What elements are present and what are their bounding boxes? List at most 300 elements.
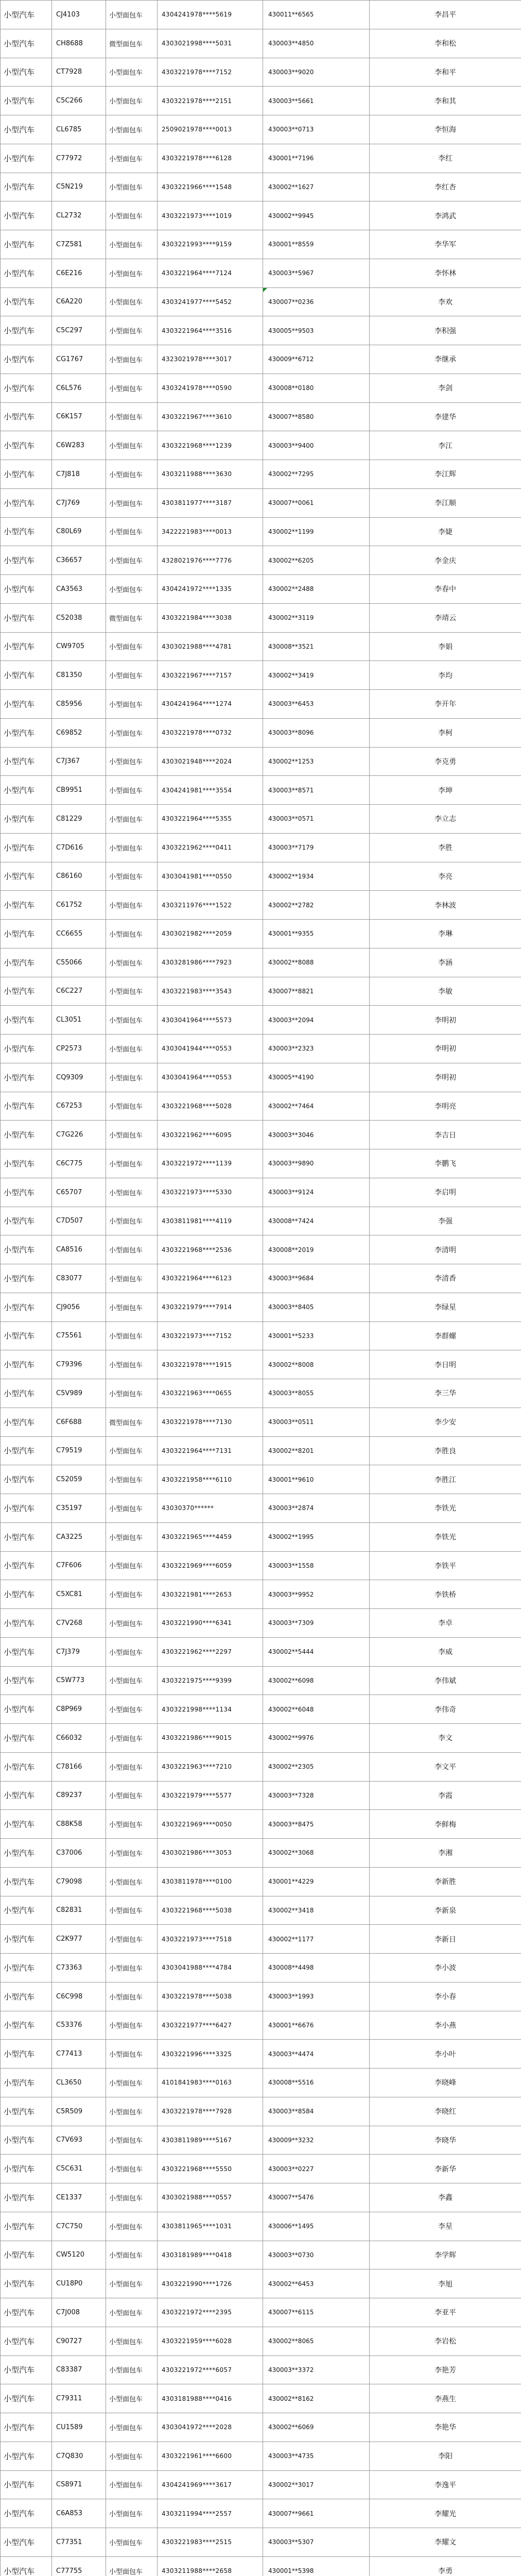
cell-vehicle-type[interactable]: 小型汽车: [1, 316, 52, 345]
cell-plate-number[interactable]: CU18P0: [52, 2269, 106, 2298]
cell-owner-name[interactable]: 李晓华: [370, 2126, 521, 2155]
cell-postcode[interactable]: 430003**7179: [263, 833, 370, 862]
cell-id-number[interactable]: 4303811978****0100: [158, 1867, 263, 1896]
cell-vehicle-type[interactable]: 小型汽车: [1, 1896, 52, 1925]
cell-plate-number[interactable]: C79519: [52, 1436, 106, 1465]
cell-plate-number[interactable]: C7G226: [52, 1121, 106, 1149]
cell-postcode[interactable]: 430003**8055: [263, 1379, 370, 1408]
cell-plate-number[interactable]: C66032: [52, 1724, 106, 1753]
cell-vehicle-model[interactable]: 小型面包车: [106, 920, 158, 948]
cell-plate-number[interactable]: C82831: [52, 1896, 106, 1925]
cell-plate-number[interactable]: C5R509: [52, 2097, 106, 2126]
cell-id-number[interactable]: 4304241972****1335: [158, 575, 263, 604]
cell-plate-number[interactable]: CL3650: [52, 2069, 106, 2097]
cell-plate-number[interactable]: C6F688: [52, 1408, 106, 1436]
cell-plate-number[interactable]: C81229: [52, 805, 106, 834]
cell-postcode[interactable]: 430002**1627: [263, 173, 370, 201]
cell-id-number[interactable]: 4303221973****7152: [158, 1321, 263, 1350]
cell-id-number[interactable]: 4303811981****4119: [158, 1207, 263, 1235]
cell-owner-name[interactable]: 李柯: [370, 718, 521, 747]
cell-vehicle-type[interactable]: 小型汽车: [1, 488, 52, 517]
cell-owner-name[interactable]: 李三华: [370, 1379, 521, 1408]
cell-vehicle-model[interactable]: 小型面包车: [106, 2384, 158, 2413]
cell-vehicle-type[interactable]: 小型汽车: [1, 460, 52, 489]
cell-vehicle-type[interactable]: 小型汽车: [1, 1235, 52, 1264]
cell-vehicle-model[interactable]: 小型面包车: [106, 1006, 158, 1035]
cell-vehicle-type[interactable]: 小型汽车: [1, 2499, 52, 2528]
cell-id-number[interactable]: 4303221972****6057: [158, 2355, 263, 2384]
cell-vehicle-model[interactable]: 小型面包车: [106, 2183, 158, 2212]
cell-vehicle-model[interactable]: 微型面包车: [106, 1408, 158, 1436]
cell-postcode[interactable]: 430008**7424: [263, 1207, 370, 1235]
cell-vehicle-model[interactable]: 小型面包车: [106, 1724, 158, 1753]
cell-id-number[interactable]: 4303221966****1548: [158, 173, 263, 201]
cell-vehicle-type[interactable]: 小型汽车: [1, 1264, 52, 1293]
cell-owner-name[interactable]: 李耀光: [370, 2499, 521, 2528]
cell-owner-name[interactable]: 李立志: [370, 805, 521, 834]
cell-vehicle-model[interactable]: 小型面包车: [106, 1609, 158, 1638]
cell-vehicle-model[interactable]: 小型面包车: [106, 1035, 158, 1063]
cell-id-number[interactable]: 4303021982****2059: [158, 920, 263, 948]
cell-plate-number[interactable]: C53376: [52, 2011, 106, 2040]
cell-vehicle-type[interactable]: 小型汽车: [1, 977, 52, 1006]
cell-id-number[interactable]: 4303221978****6128: [158, 144, 263, 173]
cell-id-number[interactable]: 4303211988****2658: [158, 2556, 263, 2576]
cell-owner-name[interactable]: 李旭: [370, 2269, 521, 2298]
cell-postcode[interactable]: 430008**5516: [263, 2069, 370, 2097]
cell-id-number[interactable]: 4303181989****0418: [158, 2241, 263, 2269]
cell-plate-number[interactable]: C6A220: [52, 287, 106, 316]
cell-id-number[interactable]: 4303221964****5355: [158, 805, 263, 834]
cell-vehicle-model[interactable]: 小型面包车: [106, 1264, 158, 1293]
cell-owner-name[interactable]: 李金庆: [370, 546, 521, 575]
cell-id-number[interactable]: 4303221983****2515: [158, 2528, 263, 2557]
cell-postcode[interactable]: 430001**6676: [263, 2011, 370, 2040]
cell-owner-name[interactable]: 李启明: [370, 1178, 521, 1207]
cell-owner-name[interactable]: 李卓: [370, 1609, 521, 1638]
cell-id-number[interactable]: 4303221964****7131: [158, 1436, 263, 1465]
cell-plate-number[interactable]: C5W773: [52, 1666, 106, 1695]
cell-plate-number[interactable]: CH8688: [52, 29, 106, 58]
cell-postcode[interactable]: 430003**1558: [263, 1551, 370, 1580]
cell-postcode[interactable]: 430002**1995: [263, 1522, 370, 1551]
cell-vehicle-model[interactable]: 小型面包车: [106, 2069, 158, 2097]
cell-vehicle-type[interactable]: 小型汽车: [1, 345, 52, 374]
cell-plate-number[interactable]: CL2732: [52, 201, 106, 230]
cell-vehicle-model[interactable]: 小型面包车: [106, 1379, 158, 1408]
cell-plate-number[interactable]: C69852: [52, 718, 106, 747]
cell-owner-name[interactable]: 李建华: [370, 402, 521, 431]
cell-plate-number[interactable]: C6K157: [52, 402, 106, 431]
cell-postcode[interactable]: 430003**9684: [263, 1264, 370, 1293]
cell-vehicle-type[interactable]: 小型汽车: [1, 1321, 52, 1350]
cell-owner-name[interactable]: 李阳: [370, 2442, 521, 2470]
cell-postcode[interactable]: 430003**0511: [263, 1408, 370, 1436]
cell-vehicle-type[interactable]: 小型汽车: [1, 632, 52, 661]
cell-id-number[interactable]: 3422221983****0013: [158, 517, 263, 546]
cell-vehicle-type[interactable]: 小型汽车: [1, 718, 52, 747]
cell-vehicle-type[interactable]: 小型汽车: [1, 1035, 52, 1063]
cell-vehicle-model[interactable]: 小型面包车: [106, 2212, 158, 2241]
cell-owner-name[interactable]: 李铁平: [370, 1551, 521, 1580]
cell-vehicle-type[interactable]: 小型汽车: [1, 1494, 52, 1523]
cell-owner-name[interactable]: 李继承: [370, 345, 521, 374]
cell-owner-name[interactable]: 李学辉: [370, 2241, 521, 2269]
cell-postcode[interactable]: 430006**1495: [263, 2212, 370, 2241]
cell-postcode[interactable]: 430002**2305: [263, 1752, 370, 1781]
cell-postcode[interactable]: 430007**0061: [263, 488, 370, 517]
cell-vehicle-type[interactable]: 小型汽车: [1, 1465, 52, 1494]
cell-postcode[interactable]: 430002**8008: [263, 1350, 370, 1379]
cell-plate-number[interactable]: C61752: [52, 891, 106, 920]
cell-owner-name[interactable]: 李燕生: [370, 2384, 521, 2413]
cell-id-number[interactable]: 4303221959****6028: [158, 2327, 263, 2355]
cell-vehicle-model[interactable]: 小型面包车: [106, 2470, 158, 2499]
cell-postcode[interactable]: 430008**3521: [263, 632, 370, 661]
cell-owner-name[interactable]: 李少安: [370, 1408, 521, 1436]
cell-postcode[interactable]: 430003**2094: [263, 1006, 370, 1035]
cell-owner-name[interactable]: 李红: [370, 144, 521, 173]
cell-owner-name[interactable]: 李婕: [370, 517, 521, 546]
cell-vehicle-model[interactable]: 小型面包车: [106, 1321, 158, 1350]
cell-id-number[interactable]: 4303221993****9159: [158, 230, 263, 259]
cell-postcode[interactable]: 430001**5398: [263, 2556, 370, 2576]
cell-plate-number[interactable]: C7V693: [52, 2126, 106, 2155]
cell-id-number[interactable]: 4323021978****3017: [158, 345, 263, 374]
cell-plate-number[interactable]: C52059: [52, 1465, 106, 1494]
cell-plate-number[interactable]: C67253: [52, 1092, 106, 1121]
cell-owner-name[interactable]: 李红杏: [370, 173, 521, 201]
cell-plate-number[interactable]: CB9951: [52, 776, 106, 805]
cell-postcode[interactable]: 430007**8580: [263, 402, 370, 431]
cell-vehicle-type[interactable]: 小型汽车: [1, 2556, 52, 2576]
cell-plate-number[interactable]: C7Q830: [52, 2442, 106, 2470]
cell-owner-name[interactable]: 李晓红: [370, 2097, 521, 2126]
cell-vehicle-type[interactable]: 小型汽车: [1, 144, 52, 173]
cell-vehicle-type[interactable]: 小型汽车: [1, 690, 52, 719]
cell-owner-name[interactable]: 李明初: [370, 1035, 521, 1063]
cell-plate-number[interactable]: C7J367: [52, 747, 106, 776]
cell-plate-number[interactable]: C2K977: [52, 1925, 106, 1954]
cell-owner-name[interactable]: 李群螺: [370, 1321, 521, 1350]
cell-plate-number[interactable]: C77755: [52, 2556, 106, 2576]
cell-id-number[interactable]: 4303221978****7928: [158, 2097, 263, 2126]
cell-plate-number[interactable]: CP2573: [52, 1035, 106, 1063]
cell-vehicle-type[interactable]: 小型汽车: [1, 1207, 52, 1235]
cell-vehicle-type[interactable]: 小型汽车: [1, 603, 52, 632]
cell-plate-number[interactable]: C7V268: [52, 1609, 106, 1638]
cell-plate-number[interactable]: CA8516: [52, 1235, 106, 1264]
cell-owner-name[interactable]: 李涵: [370, 948, 521, 977]
cell-vehicle-type[interactable]: 小型汽车: [1, 287, 52, 316]
cell-id-number[interactable]: 4303241978****0590: [158, 374, 263, 402]
cell-id-number[interactable]: 4303221986****9015: [158, 1724, 263, 1753]
cell-vehicle-type[interactable]: 小型汽车: [1, 2327, 52, 2355]
cell-postcode[interactable]: 430001**7196: [263, 144, 370, 173]
cell-postcode[interactable]: 430003**0227: [263, 2155, 370, 2183]
cell-vehicle-type[interactable]: 小型汽车: [1, 2241, 52, 2269]
cell-postcode[interactable]: 430003**1993: [263, 1982, 370, 2011]
cell-owner-name[interactable]: 李星: [370, 2212, 521, 2241]
cell-id-number[interactable]: 4304241981****3554: [158, 776, 263, 805]
cell-vehicle-type[interactable]: 小型汽车: [1, 1637, 52, 1666]
cell-postcode[interactable]: 430007**8821: [263, 977, 370, 1006]
cell-vehicle-model[interactable]: 小型面包车: [106, 1063, 158, 1092]
cell-owner-name[interactable]: 李坤: [370, 776, 521, 805]
cell-id-number[interactable]: 4303221981****2653: [158, 1580, 263, 1609]
cell-owner-name[interactable]: 李积强: [370, 316, 521, 345]
cell-vehicle-type[interactable]: 小型汽车: [1, 1609, 52, 1638]
cell-owner-name[interactable]: 李亮: [370, 862, 521, 891]
cell-vehicle-model[interactable]: 小型面包车: [106, 2126, 158, 2155]
cell-vehicle-type[interactable]: 小型汽车: [1, 2528, 52, 2557]
cell-id-number[interactable]: 4303021948****2024: [158, 747, 263, 776]
cell-vehicle-model[interactable]: 小型面包车: [106, 2155, 158, 2183]
cell-vehicle-model[interactable]: 小型面包车: [106, 431, 158, 460]
cell-owner-name[interactable]: 李艳华: [370, 2413, 521, 2442]
cell-vehicle-model[interactable]: 小型面包车: [106, 488, 158, 517]
cell-vehicle-type[interactable]: 小型汽车: [1, 1408, 52, 1436]
cell-id-number[interactable]: 4303221996****3325: [158, 2040, 263, 2069]
cell-vehicle-type[interactable]: 小型汽车: [1, 1695, 52, 1724]
cell-id-number[interactable]: 4303221973****1019: [158, 201, 263, 230]
cell-id-number[interactable]: 4303221975****9399: [158, 1666, 263, 1695]
cell-id-number[interactable]: 4303221968****5550: [158, 2155, 263, 2183]
cell-vehicle-model[interactable]: 小型面包车: [106, 402, 158, 431]
cell-id-number[interactable]: 43030370******: [158, 1494, 263, 1523]
cell-postcode[interactable]: 430002**7464: [263, 1092, 370, 1121]
cell-vehicle-model[interactable]: 小型面包车: [106, 2040, 158, 2069]
cell-vehicle-model[interactable]: 小型面包车: [106, 1494, 158, 1523]
cell-vehicle-model[interactable]: 小型面包车: [106, 345, 158, 374]
cell-postcode[interactable]: 430005**9503: [263, 316, 370, 345]
cell-plate-number[interactable]: C6L576: [52, 374, 106, 402]
cell-postcode[interactable]: 430008**0180: [263, 374, 370, 402]
cell-vehicle-type[interactable]: 小型汽车: [1, 1781, 52, 1810]
cell-vehicle-type[interactable]: 小型汽车: [1, 862, 52, 891]
cell-id-number[interactable]: 4303221978****1915: [158, 1350, 263, 1379]
cell-vehicle-type[interactable]: 小型汽车: [1, 1178, 52, 1207]
cell-postcode[interactable]: 430002**1934: [263, 862, 370, 891]
cell-id-number[interactable]: 4303221990****6341: [158, 1609, 263, 1638]
cell-vehicle-model[interactable]: 小型面包车: [106, 1954, 158, 1982]
cell-owner-name[interactable]: 李吉日: [370, 1121, 521, 1149]
cell-owner-name[interactable]: 李铁桥: [370, 1580, 521, 1609]
cell-owner-name[interactable]: 李亚平: [370, 2298, 521, 2327]
cell-owner-name[interactable]: 李和松: [370, 29, 521, 58]
cell-postcode[interactable]: 430002**6048: [263, 1695, 370, 1724]
cell-vehicle-model[interactable]: 小型面包车: [106, 517, 158, 546]
cell-postcode[interactable]: 430002**8162: [263, 2384, 370, 2413]
cell-id-number[interactable]: 4303021998****5031: [158, 29, 263, 58]
cell-vehicle-model[interactable]: 小型面包车: [106, 201, 158, 230]
cell-id-number[interactable]: 4303221964****3516: [158, 316, 263, 345]
cell-vehicle-type[interactable]: 小型汽车: [1, 402, 52, 431]
cell-id-number[interactable]: 4304241969****3617: [158, 2470, 263, 2499]
cell-owner-name[interactable]: 李明亮: [370, 1092, 521, 1121]
cell-vehicle-model[interactable]: 小型面包车: [106, 977, 158, 1006]
cell-vehicle-model[interactable]: 小型面包车: [106, 1092, 158, 1121]
cell-plate-number[interactable]: CA3225: [52, 1522, 106, 1551]
cell-vehicle-model[interactable]: 小型面包车: [106, 230, 158, 259]
cell-vehicle-model[interactable]: 小型面包车: [106, 1436, 158, 1465]
cell-plate-number[interactable]: C83077: [52, 1264, 106, 1293]
cell-owner-name[interactable]: 李勇: [370, 2556, 521, 2576]
cell-id-number[interactable]: 4303221962****2297: [158, 1637, 263, 1666]
cell-id-number[interactable]: 4303221998****1134: [158, 1695, 263, 1724]
cell-postcode[interactable]: 430003**9952: [263, 1580, 370, 1609]
cell-vehicle-type[interactable]: 小型汽车: [1, 1839, 52, 1868]
cell-vehicle-model[interactable]: 小型面包车: [106, 891, 158, 920]
cell-plate-number[interactable]: CQ9309: [52, 1063, 106, 1092]
cell-id-number[interactable]: 4303211976****1522: [158, 891, 263, 920]
cell-vehicle-type[interactable]: 小型汽车: [1, 1293, 52, 1321]
cell-id-number[interactable]: 4303221978****7152: [158, 58, 263, 87]
cell-vehicle-type[interactable]: 小型汽车: [1, 115, 52, 144]
cell-plate-number[interactable]: C77413: [52, 2040, 106, 2069]
cell-vehicle-model[interactable]: 小型面包车: [106, 1810, 158, 1839]
cell-plate-number[interactable]: C5N219: [52, 173, 106, 201]
cell-id-number[interactable]: 4303211994****2557: [158, 2499, 263, 2528]
cell-owner-name[interactable]: 李绿星: [370, 1293, 521, 1321]
cell-plate-number[interactable]: CJ4103: [52, 1, 106, 29]
cell-owner-name[interactable]: 李小叶: [370, 2040, 521, 2069]
cell-vehicle-model[interactable]: 小型面包车: [106, 115, 158, 144]
cell-postcode[interactable]: 430008**4498: [263, 1954, 370, 1982]
cell-postcode[interactable]: 430003**5661: [263, 87, 370, 115]
cell-vehicle-model[interactable]: 小型面包车: [106, 862, 158, 891]
cell-plate-number[interactable]: CW5120: [52, 2241, 106, 2269]
cell-postcode[interactable]: 430003**5307: [263, 2528, 370, 2557]
cell-owner-name[interactable]: 李新华: [370, 2155, 521, 2183]
cell-id-number[interactable]: 4303221964****7124: [158, 259, 263, 287]
cell-vehicle-model[interactable]: 小型面包车: [106, 1149, 158, 1178]
cell-plate-number[interactable]: CJ9056: [52, 1293, 106, 1321]
cell-vehicle-type[interactable]: 小型汽车: [1, 1379, 52, 1408]
cell-id-number[interactable]: 4303041972****2028: [158, 2413, 263, 2442]
cell-id-number[interactable]: 4303041964****0553: [158, 1063, 263, 1092]
cell-owner-name[interactable]: 李小燕: [370, 2011, 521, 2040]
cell-postcode[interactable]: 430003**7309: [263, 1609, 370, 1638]
cell-id-number[interactable]: 4303221962****6095: [158, 1121, 263, 1149]
cell-owner-name[interactable]: 李强: [370, 1207, 521, 1235]
cell-postcode[interactable]: 430003**4850: [263, 29, 370, 58]
cell-id-number[interactable]: 4303221979****5577: [158, 1781, 263, 1810]
cell-id-number[interactable]: 4303221973****7518: [158, 1925, 263, 1954]
cell-vehicle-type[interactable]: 小型汽车: [1, 58, 52, 87]
cell-vehicle-model[interactable]: 小型面包车: [106, 546, 158, 575]
cell-plate-number[interactable]: C55066: [52, 948, 106, 977]
cell-plate-number[interactable]: C6E216: [52, 259, 106, 287]
cell-id-number[interactable]: 4328021976****7776: [158, 546, 263, 575]
cell-plate-number[interactable]: C79098: [52, 1867, 106, 1896]
cell-vehicle-type[interactable]: 小型汽车: [1, 173, 52, 201]
cell-owner-name[interactable]: 李娟: [370, 632, 521, 661]
cell-postcode[interactable]: 430002**3419: [263, 661, 370, 690]
cell-owner-name[interactable]: 李铁光: [370, 1494, 521, 1523]
cell-owner-name[interactable]: 李琳: [370, 920, 521, 948]
cell-postcode[interactable]: 430002**9976: [263, 1724, 370, 1753]
cell-vehicle-model[interactable]: 小型面包车: [106, 144, 158, 173]
cell-owner-name[interactable]: 李清明: [370, 1235, 521, 1264]
cell-owner-name[interactable]: 李威: [370, 1637, 521, 1666]
cell-plate-number[interactable]: C5XC81: [52, 1580, 106, 1609]
cell-vehicle-model[interactable]: 小型面包车: [106, 948, 158, 977]
cell-postcode[interactable]: 430003**3372: [263, 2355, 370, 2384]
cell-plate-number[interactable]: C6A853: [52, 2499, 106, 2528]
cell-owner-name[interactable]: 李新泉: [370, 1896, 521, 1925]
cell-id-number[interactable]: 4303221968****1239: [158, 431, 263, 460]
cell-vehicle-model[interactable]: 小型面包车: [106, 374, 158, 402]
cell-vehicle-model[interactable]: 小型面包车: [106, 1178, 158, 1207]
cell-id-number[interactable]: 4101841983****0163: [158, 2069, 263, 2097]
cell-postcode[interactable]: 430003**9020: [263, 58, 370, 87]
cell-postcode[interactable]: 430003**8584: [263, 2097, 370, 2126]
cell-id-number[interactable]: 4303221983****3543: [158, 977, 263, 1006]
cell-vehicle-type[interactable]: 小型汽车: [1, 87, 52, 115]
cell-id-number[interactable]: 4303041944****0553: [158, 1035, 263, 1063]
cell-owner-name[interactable]: 李鹏飞: [370, 1149, 521, 1178]
cell-vehicle-type[interactable]: 小型汽车: [1, 920, 52, 948]
cell-vehicle-type[interactable]: 小型汽车: [1, 948, 52, 977]
cell-postcode[interactable]: 430003**2874: [263, 1494, 370, 1523]
cell-vehicle-type[interactable]: 小型汽车: [1, 1063, 52, 1092]
cell-postcode[interactable]: 430002**2782: [263, 891, 370, 920]
cell-id-number[interactable]: 4304241978****5619: [158, 1, 263, 29]
cell-plate-number[interactable]: CW9705: [52, 632, 106, 661]
cell-vehicle-model[interactable]: 小型面包车: [106, 287, 158, 316]
cell-vehicle-model[interactable]: 小型面包车: [106, 1925, 158, 1954]
cell-plate-number[interactable]: C80L69: [52, 517, 106, 546]
cell-postcode[interactable]: 430002**6098: [263, 1666, 370, 1695]
cell-vehicle-model[interactable]: 小型面包车: [106, 2241, 158, 2269]
cell-id-number[interactable]: 4303221978****7130: [158, 1408, 263, 1436]
cell-id-number[interactable]: 4303221979****7914: [158, 1293, 263, 1321]
cell-id-number[interactable]: 4303221965****4459: [158, 1522, 263, 1551]
cell-owner-name[interactable]: 李胜: [370, 833, 521, 862]
cell-postcode[interactable]: 430009**6712: [263, 345, 370, 374]
cell-plate-number[interactable]: CE1337: [52, 2183, 106, 2212]
cell-id-number[interactable]: 4303221963****0655: [158, 1379, 263, 1408]
cell-vehicle-type[interactable]: 小型汽车: [1, 776, 52, 805]
cell-plate-number[interactable]: C37006: [52, 1839, 106, 1868]
cell-id-number[interactable]: 4303221969****6059: [158, 1551, 263, 1580]
cell-postcode[interactable]: 430005**4190: [263, 1063, 370, 1092]
cell-postcode[interactable]: 430003**4474: [263, 2040, 370, 2069]
cell-owner-name[interactable]: 李明初: [370, 1006, 521, 1035]
cell-vehicle-type[interactable]: 小型汽车: [1, 517, 52, 546]
cell-postcode[interactable]: 430002**1177: [263, 1925, 370, 1954]
cell-vehicle-type[interactable]: 小型汽车: [1, 2413, 52, 2442]
cell-vehicle-type[interactable]: 小型汽车: [1, 2011, 52, 2040]
cell-owner-name[interactable]: 李剑: [370, 374, 521, 402]
cell-plate-number[interactable]: C6C227: [52, 977, 106, 1006]
cell-plate-number[interactable]: CL3051: [52, 1006, 106, 1035]
cell-postcode[interactable]: 430003**7328: [263, 1781, 370, 1810]
cell-id-number[interactable]: 4303221963****7210: [158, 1752, 263, 1781]
cell-owner-name[interactable]: 李岩松: [370, 2327, 521, 2355]
cell-vehicle-type[interactable]: 小型汽车: [1, 2212, 52, 2241]
cell-id-number[interactable]: 4303221972****2395: [158, 2298, 263, 2327]
cell-id-number[interactable]: 4303221978****0732: [158, 718, 263, 747]
cell-postcode[interactable]: 430002**8065: [263, 2327, 370, 2355]
cell-id-number[interactable]: 4303221968****5038: [158, 1896, 263, 1925]
cell-id-number[interactable]: 4303281986****7923: [158, 948, 263, 977]
cell-vehicle-model[interactable]: 小型面包车: [106, 2442, 158, 2470]
cell-owner-name[interactable]: 李均: [370, 661, 521, 690]
cell-vehicle-type[interactable]: 小型汽车: [1, 747, 52, 776]
cell-vehicle-type[interactable]: 小型汽车: [1, 1092, 52, 1121]
